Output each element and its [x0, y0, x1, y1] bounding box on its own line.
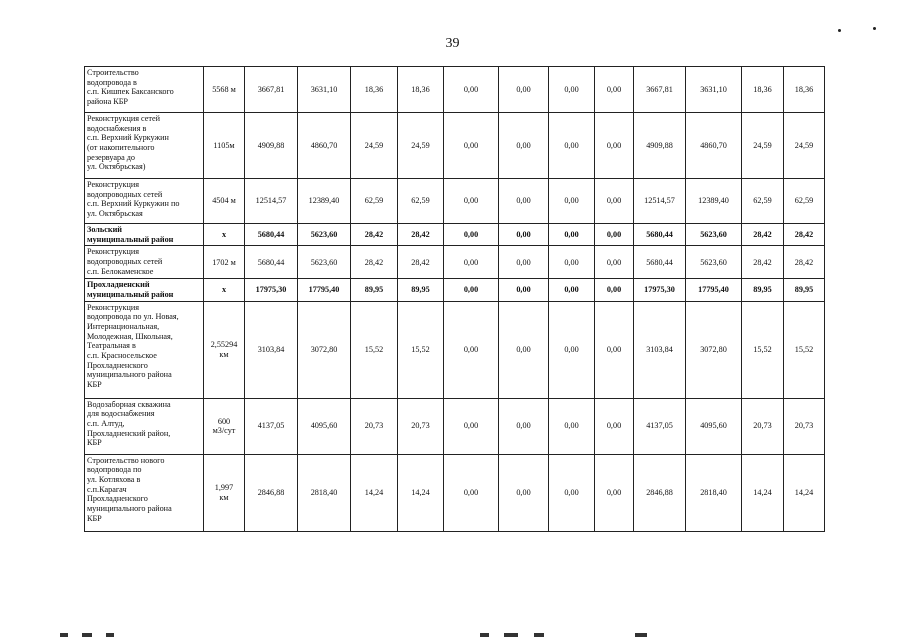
amount-cell: 2846,88 [634, 454, 686, 531]
amount-cell: 0,00 [595, 246, 634, 279]
amount-cell: 5680,44 [634, 246, 686, 279]
amount-cell: 0,00 [549, 246, 595, 279]
amount-cell: 12389,40 [298, 179, 351, 224]
amount-cell: 0,00 [595, 301, 634, 398]
object-name-cell: Строительство нового водопровода по ул. Котляхова в с.п.Карагач Прохладненского муниципального района КБР [85, 454, 204, 531]
amount-cell: 0,00 [444, 279, 499, 301]
table-body [85, 67, 825, 532]
table-row [85, 113, 825, 179]
amount-cell: 0,00 [444, 246, 499, 279]
amount-cell: 18,36 [742, 67, 784, 113]
amount-cell: 0,00 [499, 67, 549, 113]
amount-cell: 15,52 [784, 301, 825, 398]
amount-cell: 0,00 [499, 246, 549, 279]
amount-cell: 0,00 [444, 224, 499, 246]
amount-cell: 0,00 [499, 224, 549, 246]
amount-cell: 4909,88 [245, 113, 298, 179]
capacity-cell: 2,55294 км [204, 301, 245, 398]
object-name-cell: Реконструкция сетей водоснабжения в с.п. Верхний Куркужин (от накопительного резервуара до ул. Октябрьская) [85, 113, 204, 179]
capacity-cell: 1105м [204, 113, 245, 179]
amount-cell: 0,00 [595, 454, 634, 531]
amount-cell: 0,00 [549, 301, 595, 398]
table-row [85, 454, 825, 531]
amount-cell: 0,00 [549, 398, 595, 454]
amount-cell: 0,00 [444, 179, 499, 224]
capacity-cell: х [204, 224, 245, 246]
amount-cell: 14,24 [398, 454, 444, 531]
amount-cell: 5623,60 [686, 246, 742, 279]
amount-cell: 15,52 [742, 301, 784, 398]
capacity-cell: 1702 м [204, 246, 245, 279]
amount-cell: 17975,30 [245, 279, 298, 301]
amount-cell: 28,42 [351, 246, 398, 279]
amount-cell: 5623,60 [298, 224, 351, 246]
amount-cell: 2818,40 [298, 454, 351, 531]
amount-cell: 0,00 [499, 113, 549, 179]
amount-cell: 12389,40 [686, 179, 742, 224]
amount-cell: 24,59 [398, 113, 444, 179]
amount-cell: 0,00 [549, 454, 595, 531]
amount-cell: 4860,70 [298, 113, 351, 179]
object-name-cell: Прохладненский муниципальный район [85, 279, 204, 301]
amount-cell: 28,42 [351, 224, 398, 246]
amount-cell: 89,95 [351, 279, 398, 301]
table-row [85, 301, 825, 398]
amount-cell: 2846,88 [245, 454, 298, 531]
amount-cell: 0,00 [595, 279, 634, 301]
capacity-cell: 4504 м [204, 179, 245, 224]
funding-table [84, 66, 825, 532]
capacity-cell: 600 м3/сут [204, 398, 245, 454]
amount-cell: 0,00 [444, 398, 499, 454]
district-total-row [85, 224, 825, 246]
object-name-cell: Водозаборная скважина для водоснабжения с.п. Алтуд, Прохладненский район, КБР [85, 398, 204, 454]
amount-cell: 20,73 [398, 398, 444, 454]
object-name-cell: Строительство водопровода в с.п. Кишпек Баксанского района КБР [85, 67, 204, 113]
amount-cell: 0,00 [549, 67, 595, 113]
amount-cell: 15,52 [398, 301, 444, 398]
amount-cell: 62,59 [784, 179, 825, 224]
amount-cell: 18,36 [398, 67, 444, 113]
amount-cell: 0,00 [444, 113, 499, 179]
scan-speck [873, 27, 876, 30]
amount-cell: 20,73 [742, 398, 784, 454]
amount-cell: 0,00 [549, 179, 595, 224]
amount-cell: 28,42 [398, 224, 444, 246]
amount-cell: 62,59 [398, 179, 444, 224]
amount-cell: 28,42 [784, 246, 825, 279]
capacity-cell: х [204, 279, 245, 301]
amount-cell: 0,00 [595, 113, 634, 179]
amount-cell: 3072,80 [686, 301, 742, 398]
amount-cell: 28,42 [742, 224, 784, 246]
amount-cell: 28,42 [784, 224, 825, 246]
amount-cell: 0,00 [499, 398, 549, 454]
amount-cell: 28,42 [742, 246, 784, 279]
amount-cell: 0,00 [595, 398, 634, 454]
amount-cell: 62,59 [742, 179, 784, 224]
amount-cell: 0,00 [549, 224, 595, 246]
amount-cell: 62,59 [351, 179, 398, 224]
amount-cell: 15,52 [351, 301, 398, 398]
object-name-cell: Реконструкция водопроводных сетей с.п. Верхний Куркужин по ул. Октябрьская [85, 179, 204, 224]
amount-cell: 4095,60 [298, 398, 351, 454]
amount-cell: 14,24 [784, 454, 825, 531]
amount-cell: 0,00 [444, 67, 499, 113]
amount-cell: 4909,88 [634, 113, 686, 179]
amount-cell: 4137,05 [245, 398, 298, 454]
amount-cell: 89,95 [784, 279, 825, 301]
amount-cell: 0,00 [549, 113, 595, 179]
amount-cell: 2818,40 [686, 454, 742, 531]
table-row [85, 67, 825, 113]
amount-cell: 24,59 [784, 113, 825, 179]
amount-cell: 20,73 [784, 398, 825, 454]
amount-cell: 3667,81 [634, 67, 686, 113]
amount-cell: 17795,40 [298, 279, 351, 301]
amount-cell: 20,73 [351, 398, 398, 454]
amount-cell: 0,00 [595, 179, 634, 224]
capacity-cell: 1,997 км [204, 454, 245, 531]
amount-cell: 0,00 [499, 179, 549, 224]
amount-cell: 0,00 [444, 301, 499, 398]
amount-cell: 3103,84 [245, 301, 298, 398]
object-name-cell: Реконструкция водопровода по ул. Новая, Интернациональная, Молодежная, Школьная, Театральная в с.п. Красносельское Прохладненского муниципального района КБР [85, 301, 204, 398]
amount-cell: 89,95 [742, 279, 784, 301]
amount-cell: 0,00 [549, 279, 595, 301]
amount-cell: 18,36 [351, 67, 398, 113]
object-name-cell: Зольский муниципальный район [85, 224, 204, 246]
amount-cell: 0,00 [595, 67, 634, 113]
amount-cell: 14,24 [742, 454, 784, 531]
amount-cell: 5623,60 [686, 224, 742, 246]
amount-cell: 4095,60 [686, 398, 742, 454]
amount-cell: 18,36 [784, 67, 825, 113]
capacity-cell: 5568 м [204, 67, 245, 113]
amount-cell: 24,59 [351, 113, 398, 179]
amount-cell: 5680,44 [634, 224, 686, 246]
district-total-row [85, 279, 825, 301]
amount-cell: 3072,80 [298, 301, 351, 398]
amount-cell: 3631,10 [298, 67, 351, 113]
amount-cell: 0,00 [499, 279, 549, 301]
amount-cell: 12514,57 [634, 179, 686, 224]
amount-cell: 28,42 [398, 246, 444, 279]
amount-cell: 5623,60 [298, 246, 351, 279]
amount-cell: 0,00 [444, 454, 499, 531]
table-row [85, 246, 825, 279]
amount-cell: 12514,57 [245, 179, 298, 224]
amount-cell: 17975,30 [634, 279, 686, 301]
amount-cell: 0,00 [595, 224, 634, 246]
amount-cell: 0,00 [499, 454, 549, 531]
object-name-cell: Реконструкция водопроводных сетей с.п. Белокаменское [85, 246, 204, 279]
amount-cell: 89,95 [398, 279, 444, 301]
amount-cell: 0,00 [499, 301, 549, 398]
table-row [85, 398, 825, 454]
amount-cell: 3103,84 [634, 301, 686, 398]
amount-cell: 24,59 [742, 113, 784, 179]
amount-cell: 17795,40 [686, 279, 742, 301]
page-number: 39 [445, 36, 460, 51]
amount-cell: 4860,70 [686, 113, 742, 179]
amount-cell: 4137,05 [634, 398, 686, 454]
amount-cell: 14,24 [351, 454, 398, 531]
amount-cell: 3667,81 [245, 67, 298, 113]
amount-cell: 5680,44 [245, 246, 298, 279]
amount-cell: 3631,10 [686, 67, 742, 113]
scan-speck [838, 29, 841, 32]
table-row [85, 179, 825, 224]
amount-cell: 5680,44 [245, 224, 298, 246]
